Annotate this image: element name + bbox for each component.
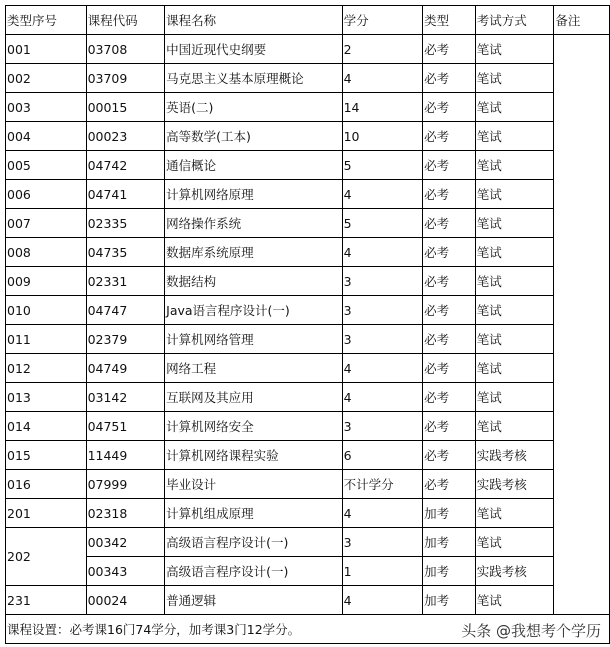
table-row (6, 354, 610, 383)
table-cell: 03142 (86, 383, 165, 412)
table-cell: 实践考核 (475, 470, 554, 499)
table-cell: 02335 (86, 209, 165, 238)
table-cell: 计算机网络原理 (165, 180, 342, 209)
table-cell: 数据结构 (165, 267, 342, 296)
table-cell: 00343 (86, 557, 165, 586)
table-row (6, 383, 610, 412)
table-cell: 笔试 (475, 151, 554, 180)
table-cell: 07999 (86, 470, 165, 499)
table-cell: 笔试 (475, 93, 554, 122)
table-cell: 高级语言程序设计(一) (165, 557, 342, 586)
table-cell: 04741 (86, 180, 165, 209)
table-cell: 必考 (423, 122, 476, 151)
table-cell: 必考 (423, 441, 476, 470)
table-row (6, 93, 610, 122)
table-cell: 高等数学(工本) (165, 122, 342, 151)
table-cell: 012 (6, 354, 87, 383)
table-cell: 04747 (86, 296, 165, 325)
table-cell: 笔试 (475, 412, 554, 441)
table-cell: 笔试 (475, 383, 554, 412)
table-cell: 02318 (86, 499, 165, 528)
table-cell: 3 (342, 296, 423, 325)
table-cell: 笔试 (475, 35, 554, 64)
table-cell: 00024 (86, 586, 165, 615)
table-cell: 笔试 (475, 267, 554, 296)
table-cell: 11449 (86, 441, 165, 470)
table-cell: 必考 (423, 209, 476, 238)
table-cell: 001 (6, 35, 87, 64)
table-cell: 数据库系统原理 (165, 238, 342, 267)
table-cell: 5 (342, 209, 423, 238)
table-row (6, 35, 610, 64)
table-cell: 1 (342, 557, 423, 586)
table-row (6, 64, 610, 93)
table-cell: 04742 (86, 151, 165, 180)
table-cell: 3 (342, 267, 423, 296)
table-cell: 011 (6, 325, 87, 354)
table-row (6, 325, 610, 354)
table-cell: 4 (342, 238, 423, 267)
table-cell: 必考 (423, 35, 476, 64)
table-cell: 008 (6, 238, 87, 267)
table-cell: 00342 (86, 528, 165, 557)
header-cell: 考试方式 (475, 6, 554, 35)
table-cell: 必考 (423, 238, 476, 267)
course-table (5, 5, 610, 644)
table-row (6, 557, 610, 586)
table-row (6, 267, 610, 296)
header-cell: 备注 (554, 6, 610, 35)
table-cell: 10 (342, 122, 423, 151)
header-row (6, 6, 610, 35)
table-cell: 002 (6, 64, 87, 93)
table-cell: 2 (342, 35, 423, 64)
table-row (6, 209, 610, 238)
table-cell: 计算机网络管理 (165, 325, 342, 354)
table-cell: 必考 (423, 93, 476, 122)
table-cell: 普通逻辑 (165, 586, 342, 615)
table-cell: 04749 (86, 354, 165, 383)
table-cell: 马克思主义基本原理概论 (165, 64, 342, 93)
table-cell: 计算机网络课程实验 (165, 441, 342, 470)
table-cell: 必考 (423, 383, 476, 412)
table-cell: 加考 (423, 557, 476, 586)
table-cell: 009 (6, 267, 87, 296)
table-row (6, 470, 610, 499)
table-cell: 网络工程 (165, 354, 342, 383)
table-cell: 必考 (423, 64, 476, 93)
table-cell: 网络操作系统 (165, 209, 342, 238)
table-cell: 互联网及其应用 (165, 383, 342, 412)
table-cell: 03709 (86, 64, 165, 93)
table-cell: 必考 (423, 180, 476, 209)
table-cell: 加考 (423, 499, 476, 528)
header-cell: 课程代码 (86, 6, 165, 35)
table-cell: 003 (6, 93, 87, 122)
table-cell: 4 (342, 180, 423, 209)
table-cell: 计算机网络安全 (165, 412, 342, 441)
table-cell: 通信概论 (165, 151, 342, 180)
table-cell: 04751 (86, 412, 165, 441)
table-cell: 笔试 (475, 499, 554, 528)
table-cell: 005 (6, 151, 87, 180)
table-cell: 4 (342, 383, 423, 412)
table-cell: 04735 (86, 238, 165, 267)
table-row (6, 180, 610, 209)
table-cell: 201 (6, 499, 87, 528)
footer-cell (6, 615, 610, 644)
table-cell: 00015 (86, 93, 165, 122)
table-cell: 笔试 (475, 180, 554, 209)
table-cell: 02331 (86, 267, 165, 296)
remark-cell (554, 35, 610, 615)
table-cell: 高级语言程序设计(一) (165, 528, 342, 557)
header-cell: 课程名称 (165, 6, 342, 35)
table-cell: 006 (6, 180, 87, 209)
table-cell: 必考 (423, 354, 476, 383)
table-cell: 016 (6, 470, 87, 499)
table-cell: 笔试 (475, 528, 554, 557)
table-row (6, 499, 610, 528)
table-cell: 00023 (86, 122, 165, 151)
table-cell: 14 (342, 93, 423, 122)
table-cell: 不计学分 (342, 470, 423, 499)
table-cell: 加考 (423, 586, 476, 615)
table-cell: 笔试 (475, 64, 554, 93)
header-cell: 类型 (423, 6, 476, 35)
table-row (6, 586, 610, 615)
table-cell: 4 (342, 354, 423, 383)
table-cell: 4 (342, 64, 423, 93)
table-cell: 笔试 (475, 325, 554, 354)
table-cell: 010 (6, 296, 87, 325)
footer-row (6, 615, 610, 644)
table-cell: 202 (6, 528, 87, 586)
table-cell: 中国近现代史纲要 (165, 35, 342, 64)
table-cell: 013 (6, 383, 87, 412)
table-cell: 必考 (423, 267, 476, 296)
watermark: 头条 @我想考个学历 (461, 622, 601, 640)
table-cell: 015 (6, 441, 87, 470)
table-cell: 3 (342, 325, 423, 354)
table-cell: 计算机组成原理 (165, 499, 342, 528)
table-cell: 笔试 (475, 209, 554, 238)
table-row (6, 441, 610, 470)
table-cell: 4 (342, 499, 423, 528)
table-cell: 4 (342, 586, 423, 615)
table-cell: 6 (342, 441, 423, 470)
table-cell: 03708 (86, 35, 165, 64)
header-cell: 学分 (342, 6, 423, 35)
table-cell: 笔试 (475, 354, 554, 383)
footer-text: 课程设置：必考课16门74学分，加考课3门12学分。 (7, 622, 301, 637)
table-cell: 笔试 (475, 122, 554, 151)
table-cell: 5 (342, 151, 423, 180)
table-cell: 实践考核 (475, 441, 554, 470)
table-cell: 必考 (423, 325, 476, 354)
table-cell: 加考 (423, 528, 476, 557)
table-row (6, 412, 610, 441)
table-cell: 必考 (423, 470, 476, 499)
table-cell: 必考 (423, 412, 476, 441)
table-cell: 必考 (423, 296, 476, 325)
table-cell: 3 (342, 528, 423, 557)
table-cell: 必考 (423, 151, 476, 180)
table-cell: Java语言程序设计(一) (165, 296, 342, 325)
table-row (6, 151, 610, 180)
table-cell: 3 (342, 412, 423, 441)
table-cell: 英语(二) (165, 93, 342, 122)
header-cell: 类型序号 (6, 6, 87, 35)
table-cell: 231 (6, 586, 87, 615)
table-cell: 004 (6, 122, 87, 151)
table-row (6, 238, 610, 267)
table-cell: 笔试 (475, 586, 554, 615)
table-cell: 实践考核 (475, 557, 554, 586)
table-cell: 007 (6, 209, 87, 238)
table-cell: 笔试 (475, 238, 554, 267)
table-cell: 02379 (86, 325, 165, 354)
table-row (6, 528, 610, 557)
table-cell: 笔试 (475, 296, 554, 325)
table-cell: 毕业设计 (165, 470, 342, 499)
table-row (6, 296, 610, 325)
table-cell: 014 (6, 412, 87, 441)
table-row (6, 122, 610, 151)
